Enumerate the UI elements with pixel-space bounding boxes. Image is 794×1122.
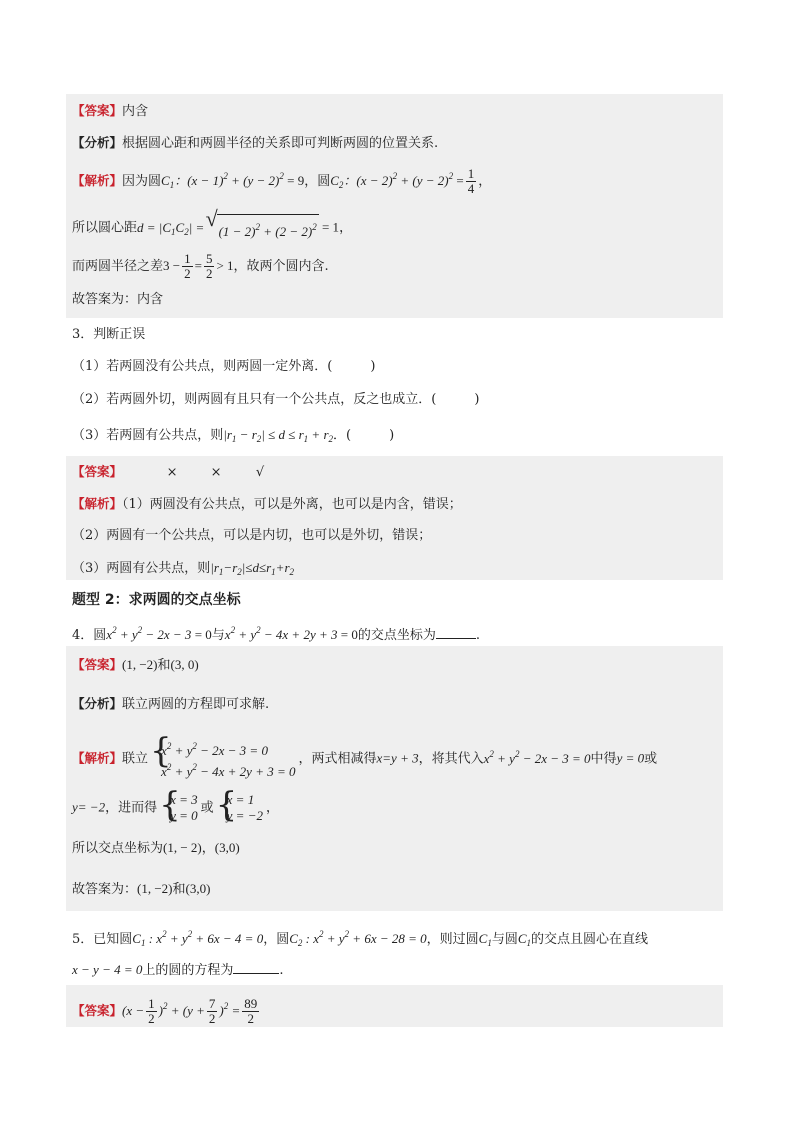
final-answer-text: 故答案为：内含 (72, 292, 164, 307)
equation: $x^2 + y^2 - 2x - 3 = 0$ (106, 625, 212, 642)
circle-equation: (x − (122, 1003, 145, 1018)
conjunction: 和 (157, 658, 171, 673)
final-answer-line (72, 879, 210, 900)
solution-line-3: 而两圆半径之差3 − $\frac{1}{2}$ = $\frac{5}{2}$ > 1，故两个圆内含. (72, 251, 329, 281)
answer-tag: 【答案】 (72, 464, 123, 479)
analysis-line (72, 133, 438, 154)
point: (3,0) (214, 840, 240, 855)
question-text: 的交点且圆心在直线 (531, 932, 649, 947)
question-text: （1）若两圆没有公共点，则两圆一定外离．( (72, 359, 333, 374)
answer-line (72, 462, 282, 483)
fraction: $\frac{7}{2}$ (208, 996, 216, 1026)
solution-text: 所以交点坐标为 (72, 841, 164, 856)
point: (1, − 2) (163, 840, 202, 855)
solution-line: 【解析】联立 { $x^2 + y^2 - 2x - 3 = 0$ $x^2 + y^2 - 4x + 2y + 3 = 0$ ，两式相减得x=y + 3，将其代入$x^2 + y^2 - 2x - 3 = 0$中得y = 0或 (72, 738, 657, 780)
point: (3, 0) (170, 657, 199, 672)
question-3-item-3: （3）若两圆有公共点，则$|r_1 - r_2| \le d \le r_1 + r_2$．( ) (72, 427, 395, 444)
solution-text: 所以圆心距 (72, 220, 138, 236)
question-5-line-2: x − y − 4 = 0上的圆的方程为 . (72, 962, 284, 978)
close-paren: ) (370, 359, 376, 374)
analysis-text: 联立两圆的方程即可求解. (122, 697, 270, 712)
final-answer-text: 故答案为： (72, 882, 138, 897)
equation: $C_2$ : $x^2 + y^2 + 6x - 28 = 0$ (289, 929, 427, 948)
solution-line-3 (72, 558, 294, 582)
judgment-mark: √ (255, 465, 265, 480)
question-text: ，圆 (263, 932, 290, 947)
fraction: $\frac{89}{2}$ (244, 996, 258, 1026)
question-text: 上的圆的方程为 (142, 963, 234, 978)
answer-line (72, 101, 148, 122)
solution-text: 而两圆半径之差 (72, 259, 164, 274)
question-text: （3）若两圆有公共点，则 (72, 428, 224, 443)
line-equation: x − y − 4 = 0 (72, 962, 143, 977)
fraction: $\frac{1}{4}$ (467, 166, 475, 196)
question-3-title (72, 325, 145, 345)
point: (1, −2) (137, 881, 173, 896)
answer-tag: 【答案】 (72, 103, 123, 118)
final-answer-line (72, 290, 163, 310)
analysis-tag: 【分析】 (72, 135, 123, 150)
fraction: $\frac{1}{2}$ (148, 996, 155, 1026)
answer-blank (233, 961, 279, 974)
solution-text: 因为圆 (122, 174, 162, 189)
solution-text: （2）两圆有一个公共点，可以是内切，也可以是外切，错误； (72, 528, 432, 543)
equation: $x^2 + y^2 - 4x + 2y + 3 = 0$ (224, 625, 358, 642)
solution-text: （3）两圆有公共点，则 (72, 561, 211, 576)
close-paren: ) (474, 392, 480, 407)
answer-block-1 (66, 94, 723, 318)
answer-tag: 【答案】 (72, 657, 123, 672)
answer-text: 内含 (122, 104, 149, 119)
solution-line-2: 所以圆心距$d = |C_1C_2|$ = √ $(1 - 2)^2 + (2 - 2)^2 = 1$， (72, 214, 352, 242)
inequality: $|r_1-r_2|\le d\le r_1+r_2$ (210, 560, 295, 577)
point: (3,0) (185, 881, 211, 896)
solution-system: { x = 3 y = 0 (160, 792, 198, 824)
judgment-mark: × (166, 465, 178, 480)
question-text: 5．已知圆 (72, 932, 133, 947)
answer-blank (436, 626, 476, 639)
solution-text: （1）两圆没有公共点，可以是外离，也可以是内含，错误； (122, 497, 462, 512)
fraction: $\frac{1}{2}$ (184, 251, 191, 281)
inequality: $|r_1 - r_2| \le d \le r_1 + r_2$ (223, 427, 334, 444)
question-5: 5．已知圆$C_1$ : $x^2 + y^2 + 6x - 4 = 0$，圆$C_2$ : $x^2 + y^2 + 6x - 28 = 0$，则过圆$C_1$与圆$C_1$的交点且圆心在直线 (72, 929, 649, 948)
solution-text: ，将其代入 (418, 751, 484, 767)
question-text: 与 (211, 628, 225, 643)
conjunction: 和 (172, 882, 186, 897)
question-3-item-2 (72, 390, 479, 410)
close-paren: ) (389, 428, 395, 443)
solution-line-2: y= −2，进而得 { x = 3 y = 0 或 { x = 1 y = −2 ， (72, 792, 279, 824)
solution-text: ，圆 (304, 174, 331, 189)
question-title: 3．判断正误 (72, 327, 146, 342)
period: . (475, 628, 480, 643)
solution-line: 【解析】因为圆$C_1$：$(x - 1)^2 + (y - 2)^2 = 9$，圆$C_2$：$(x - 2)^2 + (y - 2)^2$ = $\frac{1}{4}$ ， (72, 166, 492, 196)
solution-text: ，故两个圆内含. (233, 259, 329, 274)
analysis-text: 根据圆心距和两圆半径的关系即可判断两圆的位置关系. (122, 136, 439, 151)
solution-system: { x = 1 y = −2 (217, 792, 263, 824)
question-4 (72, 620, 480, 646)
circle-c1-equation: $C_1$：$(x - 1)^2 + (y - 2)^2 = 9$ (161, 171, 305, 190)
question-text: （2）若两圆外切，则两圆有且只有一个公共点，反之也成立．( (72, 392, 437, 407)
solution-text: 中得 (590, 751, 617, 767)
judgment-mark: × (210, 465, 222, 480)
solution-text: ，进而得 (105, 800, 158, 816)
solution-text: ，两式相减得 (298, 751, 377, 767)
solution-line (72, 494, 462, 515)
question-3-item-1 (72, 357, 375, 377)
question-text: 4．圆 (72, 628, 107, 643)
solution-tag: 【解析】 (72, 496, 123, 511)
solution-text: 联立 (122, 751, 149, 767)
solution-line-2 (72, 526, 431, 546)
section-heading (72, 590, 241, 611)
analysis-tag: 【分析】 (72, 696, 123, 711)
question-text: 与圆 (491, 932, 518, 947)
solution-text: 或 (644, 751, 658, 767)
solution-tag: 【解析】 (72, 173, 123, 188)
question-text: 的交点坐标为 (357, 628, 436, 643)
point: (1, −2) (122, 657, 158, 672)
equation: $C_1$ : $x^2 + y^2 + 6x - 4 = 0$ (132, 929, 264, 948)
solution-text: 或 (200, 800, 214, 816)
circle-c2-equation: $C_2$：$(x - 2)^2 + (y - 2)^2$ = (330, 171, 464, 190)
distance-formula: $d = |C_1C_2|$ = (137, 219, 208, 237)
solution-line-3: 所以交点坐标为(1, − 2)，(3,0) (72, 840, 240, 856)
answer-tag: 【答案】 (72, 1003, 123, 1018)
question-text: ，则过圆 (426, 932, 479, 947)
sqrt-expression: √ $(1 - 2)^2 + (2 - 2)^2$ (208, 214, 319, 242)
section-title: 题型 2：求两圆的交点坐标 (72, 592, 241, 608)
equation-system: { $x^2 + y^2 - 2x - 3 = 0$ $x^2 + y^2 - 4x + 2y + 3 = 0$ (151, 738, 295, 780)
fraction: $\frac{5}{2}$ (205, 251, 213, 281)
analysis-line (72, 694, 269, 715)
answer-line (72, 655, 199, 676)
answer-line: 【答案】(x − $\frac{1}{2}$ )$^2$ + (y + $\frac{7}{2}$ )$^2$ = $\frac{89}{2}$ (72, 996, 258, 1026)
solution-tag: 【解析】 (72, 750, 123, 766)
